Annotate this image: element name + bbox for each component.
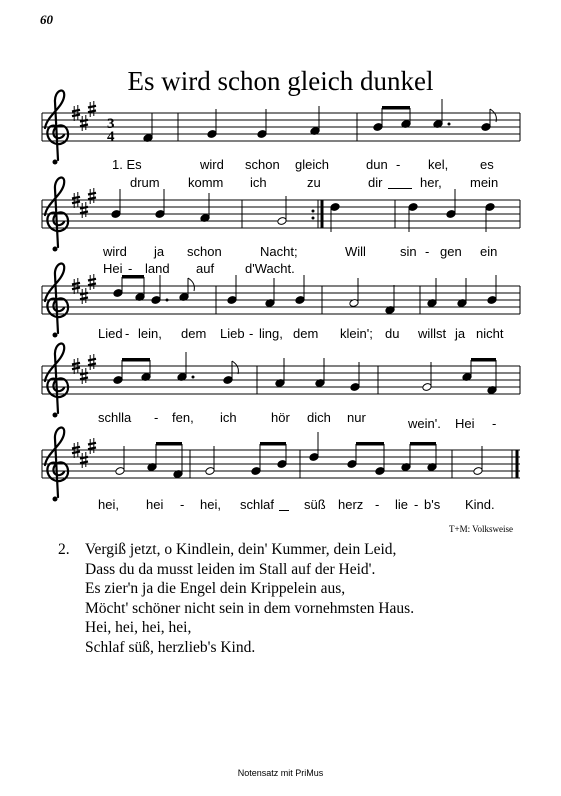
footer-text: Notensatz mit PriMus bbox=[237, 768, 324, 778]
lyric-hyphen: - bbox=[375, 497, 380, 512]
lyric-hyphen: - bbox=[128, 261, 133, 276]
lyric-syllable: ja bbox=[154, 244, 165, 259]
lyric-syllable: hör bbox=[271, 410, 290, 425]
lyric-syllable: Lied bbox=[98, 326, 123, 341]
lyric-syllable: schlla bbox=[98, 410, 132, 425]
verse-number: 2. bbox=[58, 541, 70, 558]
lyric-syllable: nicht bbox=[476, 326, 504, 341]
svg-text:4: 4 bbox=[107, 129, 115, 145]
lyric-syllable: wein'. bbox=[408, 416, 441, 431]
song-title: Es wird schon gleich dunkel bbox=[127, 66, 434, 96]
lyric-syllable: 1. Es bbox=[112, 157, 142, 172]
lyric-syllable: schon bbox=[187, 244, 222, 259]
staff-system-2 bbox=[42, 178, 520, 252]
lyric-syllable: mein bbox=[470, 175, 499, 190]
lyric-syllable: hei, bbox=[200, 497, 221, 512]
lyric-syllable: Will bbox=[345, 244, 366, 259]
melisma-line bbox=[388, 188, 412, 189]
lyric-syllable: auf bbox=[196, 261, 215, 276]
lyric-syllable: zu bbox=[307, 175, 321, 190]
lyric-syllable: ling, bbox=[259, 326, 283, 341]
lyric-syllable: fen, bbox=[172, 410, 194, 425]
verse-line bbox=[58, 540, 414, 560]
lyric-syllable: du bbox=[385, 326, 400, 341]
staff-system-1 bbox=[42, 91, 520, 165]
lyric-hyphen: - bbox=[125, 326, 130, 341]
lyric-syllable: dem bbox=[181, 326, 207, 341]
lyric-syllable: komm bbox=[188, 175, 224, 190]
verse-line: Möcht' schöner nicht sein in dem vornehmsten Haus. bbox=[85, 599, 415, 617]
lyric-syllable: Hei bbox=[103, 261, 123, 276]
lyric-syllable: ich bbox=[220, 410, 237, 425]
lyric-hyphen: - bbox=[425, 244, 430, 259]
lyric-syllable: b's bbox=[424, 497, 441, 512]
lyric-syllable: schon bbox=[245, 157, 280, 172]
verse-2 bbox=[58, 540, 414, 657]
verse-line: Schlaf süß, herzlieb's Kind. bbox=[85, 638, 256, 656]
lyric-syllable: dir bbox=[368, 175, 383, 190]
lyric-syllable: gen bbox=[440, 244, 462, 259]
lyric-syllable: drum bbox=[130, 175, 160, 190]
lyric-syllable: lie bbox=[395, 497, 409, 512]
lyric-syllable: willst bbox=[418, 326, 447, 341]
lyric-syllable: kel, bbox=[428, 157, 449, 172]
lyric-syllable: herz bbox=[338, 497, 364, 512]
lyric-syllable: wird bbox=[103, 244, 127, 259]
svg-text:3: 3 bbox=[107, 116, 115, 132]
lyric-hyphen: - bbox=[154, 410, 159, 425]
lyric-syllable: ein bbox=[480, 244, 498, 259]
lyric-hyphen: - bbox=[414, 497, 419, 512]
lyric-syllable: lein, bbox=[138, 326, 162, 341]
lyric-syllable: ja bbox=[455, 326, 466, 341]
lyric-syllable: d'Wacht. bbox=[245, 261, 295, 276]
lyric-syllable: dem bbox=[293, 326, 319, 341]
lyric-hyphen: - bbox=[249, 326, 254, 341]
lyric-syllable: Lieb bbox=[220, 326, 245, 341]
verse-text: Vergiß jetzt, o Kindlein, dein' Kummer, dein Leid, bbox=[85, 541, 397, 558]
lyric-hyphen: - bbox=[180, 497, 185, 512]
lyric-syllable: Nacht; bbox=[260, 244, 298, 259]
staff-system-5 bbox=[42, 428, 520, 502]
staff-system-4 bbox=[42, 344, 520, 418]
lyric-syllable: dun bbox=[366, 157, 388, 172]
lyric-syllable: nur bbox=[347, 410, 366, 425]
lyric-syllable: sin bbox=[400, 244, 417, 259]
lyric-syllable: gleich bbox=[295, 157, 329, 172]
lyric-syllable: land bbox=[145, 261, 170, 276]
verse-line: Hei, hei, hei, hei, bbox=[85, 619, 192, 636]
lyric-syllable: hei bbox=[146, 497, 164, 512]
lyric-hyphen: - bbox=[396, 157, 401, 172]
melisma-line bbox=[279, 510, 289, 511]
lyric-syllable: Kind. bbox=[465, 497, 495, 512]
lyric-hyphen: - bbox=[492, 416, 497, 431]
lyric-syllable: schlaf bbox=[240, 497, 274, 512]
verse-line: Dass du da musst leiden im Stall auf der Heid'. bbox=[85, 560, 376, 578]
lyric-syllable: her, bbox=[420, 175, 442, 190]
lyric-syllable: es bbox=[480, 157, 494, 172]
lyric-syllable: wird bbox=[200, 157, 224, 172]
page-number: 60 bbox=[40, 12, 53, 27]
lyric-syllable: hei, bbox=[98, 497, 119, 512]
lyric-syllable: dich bbox=[307, 410, 331, 425]
credit-text: T+M: Volksweise bbox=[449, 524, 513, 534]
lyric-syllable: Hei bbox=[455, 416, 475, 431]
lyric-syllable: süß bbox=[304, 497, 326, 512]
lyric-syllable: ich bbox=[250, 175, 267, 190]
lyric-syllable: klein'; bbox=[340, 326, 373, 341]
verse-line: Es zier'n ja die Engel dein Krippelein aus, bbox=[85, 580, 346, 597]
